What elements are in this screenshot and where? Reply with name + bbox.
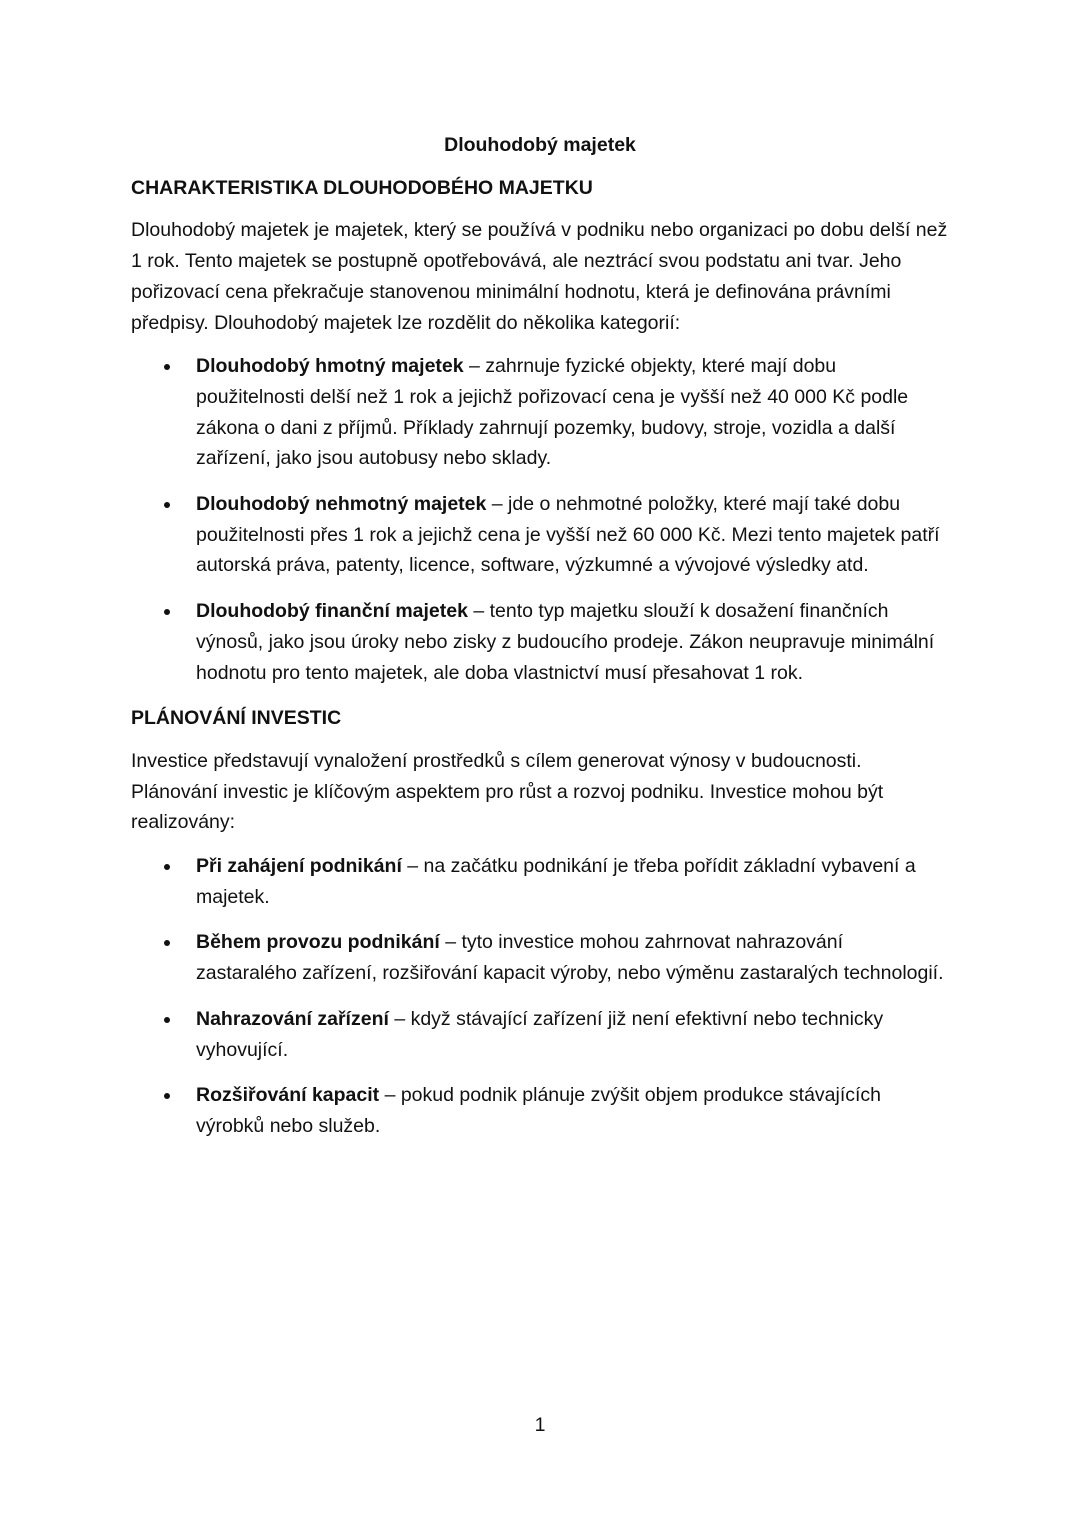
section-heading-investment-planning: PLÁNOVÁNÍ INVESTIC bbox=[131, 707, 342, 730]
section-intro-characteristics: Dlouhodobý majetek je majetek, který se používá v podniku nebo organizaci po dobu delší než 1 rok. Tento majetek se postupně opotřebovává, ale neztrácí svou podstatu ani tvar. Jeho pořizovací cena překračuje stanovenou minimální hodnotu, která je definována právními předpisy. Dlouhodobý majetek lze rozdělit do několika kategorií: bbox=[131, 219, 948, 334]
list-item-term: Dlouhodobý hmotný majetek bbox=[196, 355, 464, 378]
bullet-icon bbox=[164, 1093, 170, 1099]
list-item bbox=[131, 1004, 949, 1065]
list-item-term: Během provozu podnikání bbox=[196, 931, 440, 954]
list-item-text: – pokud podnik plánuje zvýšit objem produkce stávajících výrobků nebo služeb. bbox=[196, 1084, 882, 1137]
list-item-text: – jde o nehmotné položky, které mají také dobu použitelnosti přes 1 rok a jejichž cena je vyšší než 60 000 Kč. Mezi tento majetek patří autorská práva, patenty, licence, software, výzkumné a vývojové výsledky atd. bbox=[196, 493, 940, 577]
list-item-text: – tyto investice mohou zahrnovat nahrazování zastaralého zařízení, rozšiřování kapacit výroby, nebo výměnu zastaralých technologií. bbox=[196, 931, 944, 985]
bullet-icon bbox=[164, 364, 170, 370]
list-item-term: Dlouhodobý finanční majetek bbox=[196, 600, 468, 623]
section-heading-characteristics: CHARAKTERISTIKA DLOUHODOBÉHO MAJETKU bbox=[131, 176, 593, 199]
list-item-term: Při zahájení podnikání bbox=[196, 855, 402, 878]
bullet-icon bbox=[164, 864, 170, 870]
bullet-icon bbox=[164, 940, 170, 946]
list-item-term: Dlouhodobý nehmotný majetek bbox=[196, 493, 487, 516]
section-intro-investment-planning: Investice představují vynaložení prostředků s cílem generovat výnosy v budoucnosti. Plánování investic je klíčovým aspektem pro růst a rozvoj podniku. Investice mohou být realizovány: bbox=[131, 749, 884, 834]
list-item-text: – na začátku podnikání je třeba pořídit základní vybavení a majetek. bbox=[196, 855, 916, 908]
list-item bbox=[131, 927, 949, 988]
list-item bbox=[131, 1080, 949, 1141]
list-item-text: – zahrnuje fyzické objekty, které mají dobu použitelnosti delší než 1 rok a jejichž pořizovací cena je vyšší než 40 000 Kč podle zákona o dani z příjmů. Příklady zahrnují pozemky, budovy, stroje, vozidla a další zařízení, jako jsou autobusy nebo sklady. bbox=[196, 355, 909, 470]
list-item bbox=[131, 351, 949, 474]
list-item-text: – tento typ majetku slouží k dosažení finančních výnosů, jako jsou úroky nebo zisky z budoucího prodeje. Zákon neupravuje minimální hodnotu pro tento majetek, ale doba vlastnictví musí přesahovat 1 rok. bbox=[196, 600, 935, 684]
bullet-icon bbox=[164, 1017, 170, 1023]
investment-types-list bbox=[131, 851, 949, 1142]
list-item bbox=[131, 851, 949, 912]
list-item-term: Rozšiřování kapacit bbox=[196, 1084, 380, 1107]
bullet-icon bbox=[164, 502, 170, 508]
page-number: 1 bbox=[534, 1414, 546, 1436]
document-title: Dlouhodobý majetek bbox=[444, 134, 636, 156]
asset-categories-list bbox=[131, 351, 949, 688]
list-item bbox=[131, 596, 949, 688]
list-item-text: – když stávající zařízení již není efektivní nebo technicky vyhovující. bbox=[196, 1007, 884, 1061]
list-item bbox=[131, 489, 949, 581]
bullet-icon bbox=[164, 609, 170, 615]
list-item-term: Nahrazování zařízení bbox=[196, 1007, 389, 1030]
